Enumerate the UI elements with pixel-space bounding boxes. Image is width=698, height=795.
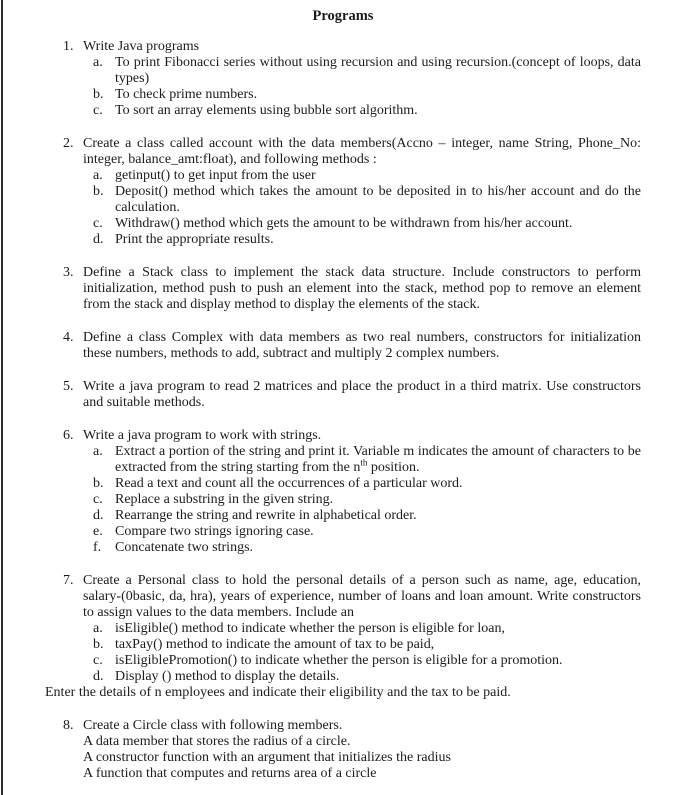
subitem-6c [93,492,641,508]
item-text: Write a java program to work with strings. [83,428,322,443]
item-after-paragraph: Enter the details of n employees and indicate their eligibility and the tax to be paid. [45,685,511,700]
subitem-2c [93,216,641,232]
subitem-6b [93,476,641,492]
item-body [83,428,641,556]
subitem-text: Compare two strings ignoring case. [115,524,314,539]
subitem-7d [93,669,641,685]
subitem-letter: c. [93,653,103,668]
subitem-2b [93,184,641,216]
superscript-text: th [360,457,368,468]
subitem-7c [93,653,641,669]
subitem-7a [93,621,641,637]
subitem-letter: b. [93,87,104,102]
subitem-text: isEligible() method to indicate whether the person is eligible for loan, [115,621,505,636]
program-item-6 [63,428,641,556]
program-item-5 [63,379,641,411]
subitem-text: Replace a substring in the given string. [115,492,334,507]
item-sublist [93,168,641,248]
subitem-text-segment: position. [367,460,420,475]
document-content [45,8,641,795]
item-text: Define a Stack class to implement the stack data structure. Include constructors to perform initialization, method push to push an element into the stack, method pop to remove an element from the stack and display method to display the elements of the stack. [83,265,641,312]
subitem-letter: d. [93,232,104,247]
subitem-text: Concatenate two strings. [115,540,254,555]
item-plain-line: A function that computes and returns area of a circle [83,766,377,781]
subitem-text: To check prime numbers. [115,87,258,102]
item-text: Create a Circle class with following members. [83,718,343,733]
program-item-8 [63,718,641,782]
subitem-text: Read a text and count all the occurrences of a particular word. [115,476,463,491]
subitem-text: Display () method to display the details. [115,669,340,684]
subitem-letter: a. [93,621,103,636]
page-title: Programs [312,8,374,24]
item-number: 4. [63,330,74,345]
item-number: 7. [63,573,74,588]
subitem-text: isEligiblePromotion() to indicate whether the person is eligible for a promotion. [115,653,563,668]
subitem-text [115,444,641,476]
subitem-6f [93,540,641,556]
subitem-letter: f. [93,540,102,555]
subitem-text-segment: Extract a portion of the string and print it. Variable m indicates the amount of characters to be extracted from the string starting from the n [115,444,641,475]
item-body [83,136,641,248]
subitem-6e [93,524,641,540]
subitem-text: getinput() to get input from the user [115,168,316,183]
item-number: 2. [63,136,74,151]
subitem-1c [93,103,641,119]
subitem-letter: a. [93,444,103,459]
subitem-letter: b. [93,476,104,491]
subitem-letter: b. [93,637,104,652]
subitem-letter: d. [93,508,104,523]
subitem-letter: b. [93,184,104,199]
item-number: 8. [63,718,74,733]
item-number: 5. [63,379,74,394]
subitem-letter: a. [93,55,103,70]
item-body [83,330,641,362]
subitem-2d [93,232,641,248]
subitem-1a [93,55,641,87]
item-text: Create a class called account with the data members(Accno – integer, name String, Phone_No: integer, balance_amt:float), and following methods : [83,136,641,167]
item-plain-line: A constructor function with an argument that initializes the radius [83,750,451,765]
item-body [83,379,641,411]
program-item-7 [63,573,641,685]
item-plain-line: A data member that stores the radius of a circle. [83,734,351,749]
program-list [45,39,641,782]
item-sublist [93,55,641,119]
program-item-4 [63,330,641,362]
subitem-letter: c. [93,492,103,507]
subitem-6d [93,508,641,524]
item-sublist [93,621,641,685]
item-number: 6. [63,428,74,443]
item-body [83,573,641,685]
item-number: 1. [63,39,74,54]
subitem-letter: c. [93,103,103,118]
subitem-text: To sort an array elements using bubble sort algorithm. [115,103,418,118]
subitem-1b [93,87,641,103]
item-sublist [93,444,641,556]
item-body [83,265,641,313]
program-item-3 [63,265,641,313]
subitem-letter: d. [93,669,104,684]
subitem-text: taxPay() method to indicate the amount of tax to be paid, [115,637,435,652]
subitem-text: Rearrange the string and rewrite in alphabetical order. [115,508,417,523]
item-text: Create a Personal class to hold the personal details of a person such as name, age, education, salary-(0basic, da, hra), years of experience, number of loans and loan amount. Write constructors to assign values to the data members. Include an [83,573,641,620]
subitem-letter: e. [93,524,103,539]
page-left-border [1,0,3,795]
subitem-text: To print Fibonacci series without using recursion and using recursion.(concept of loops, data types) [115,55,641,86]
subitem-text: Print the appropriate results. [115,232,274,247]
item-text: Write a java program to read 2 matrices and place the product in a third matrix. Use constructors and suitable methods. [83,379,641,410]
item-body [83,718,641,782]
subitem-2a [93,168,641,184]
item-body [83,39,641,119]
subitem-text: Deposit() method which takes the amount to be deposited in to his/her account and do the calculation. [115,184,641,215]
program-item-1 [63,39,641,119]
subitem-text: Withdraw() method which gets the amount to be withdrawn from his/her account. [115,216,573,231]
item-text: Define a class Complex with data members as two real numbers, constructors for initialization these numbers, methods to add, subtract and multiply 2 complex numbers. [83,330,641,361]
subitem-letter: a. [93,168,103,183]
subitem-6a [93,444,641,476]
program-item-2 [63,136,641,248]
item-text: Write Java programs [83,39,200,54]
subitem-7b [93,637,641,653]
subitem-letter: c. [93,216,103,231]
item-number: 3. [63,265,74,280]
